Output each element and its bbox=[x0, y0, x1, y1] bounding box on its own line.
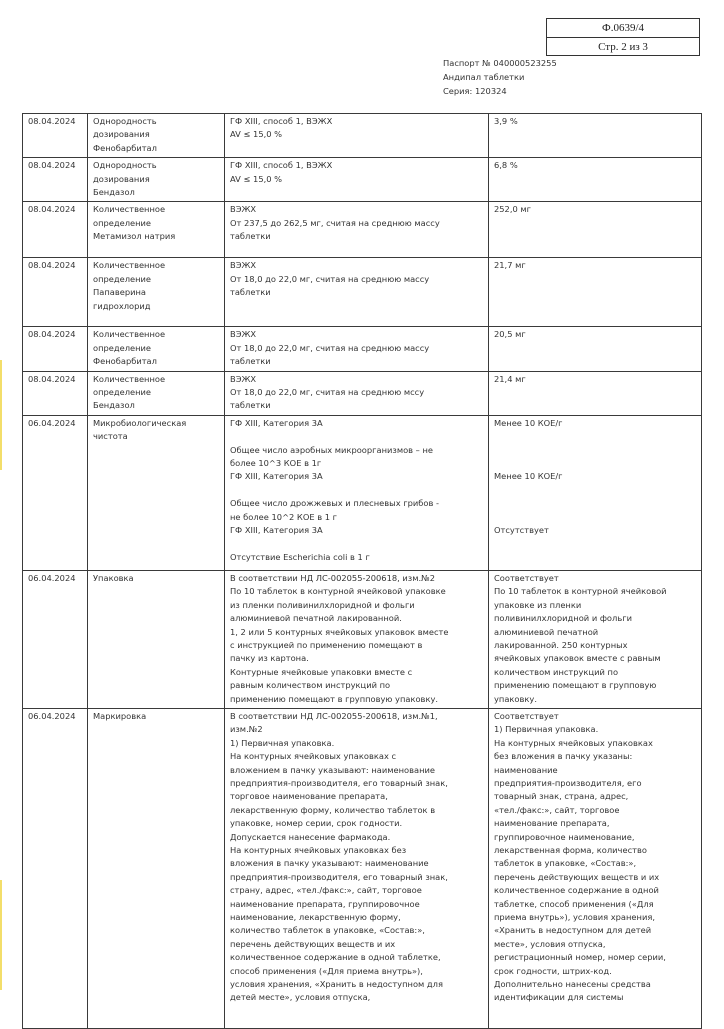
requirement-cell-line: В соответствии НД ЛС-002055-200618, изм.№2 bbox=[230, 572, 436, 583]
requirement-cell-line: количество таблеток в упаковке, «Состав:», bbox=[230, 925, 425, 936]
result-cell-line: группировочное наименование, bbox=[494, 831, 635, 842]
requirement-cell bbox=[225, 371, 489, 415]
indicator-cell-line: Бендазол bbox=[93, 187, 135, 198]
table-row bbox=[23, 415, 702, 570]
requirement-cell-line: не более 10^2 КОЕ в 1 г bbox=[230, 511, 338, 522]
requirement-cell-line: упаковке, номер серии, срок годности. bbox=[230, 818, 403, 829]
requirement-cell-line bbox=[230, 484, 483, 497]
requirement-cell-line bbox=[230, 430, 483, 443]
date-cell: 06.04.2024 bbox=[23, 708, 88, 1028]
requirement-cell-line: применению помещают в групповую упаковку. bbox=[230, 693, 438, 704]
indicator-cell-line: Фенобарбитал bbox=[93, 142, 157, 153]
result-cell-line: применению помещают в групповую bbox=[494, 680, 657, 691]
result-cell-line bbox=[494, 444, 696, 457]
requirement-cell-line bbox=[230, 538, 483, 551]
indicator-cell-line: дозирования bbox=[93, 129, 150, 140]
date-cell: 08.04.2024 bbox=[23, 327, 88, 371]
indicator-cell bbox=[88, 570, 225, 708]
table-row bbox=[23, 371, 702, 415]
indicator-cell-line: Количественное bbox=[93, 373, 166, 384]
indicator-cell-line: Количественное bbox=[93, 329, 166, 340]
requirement-cell bbox=[225, 158, 489, 202]
result-cell bbox=[489, 258, 702, 327]
requirement-cell-line: таблетки bbox=[230, 400, 271, 411]
date-cell: 08.04.2024 bbox=[23, 202, 88, 258]
result-cell-line: приема внутрь»), условия хранения, bbox=[494, 912, 655, 923]
requirement-cell-line: изм.№2 bbox=[230, 724, 263, 735]
requirement-cell-line: из пленки поливинилхлоридной и фольги bbox=[230, 599, 415, 610]
table-body bbox=[23, 114, 702, 1029]
result-cell-line bbox=[494, 457, 696, 470]
result-cell-line: товарный знак, страна, адрес, bbox=[494, 791, 629, 802]
table-row bbox=[23, 158, 702, 202]
requirement-cell-line: страну, адрес, «тел./факс:», сайт, торговое bbox=[230, 885, 422, 896]
requirement-cell-line: ГФ XIII, Категория 3А bbox=[230, 525, 323, 536]
result-cell-line: наименование препарата, bbox=[494, 818, 610, 829]
result-cell-line: поливинилхлоридной и фольги bbox=[494, 613, 632, 624]
requirement-cell-line: количественное содержание в одной таблетке, bbox=[230, 952, 441, 963]
result-cell-line: таблетке, способ применения («Для bbox=[494, 898, 654, 909]
requirement-cell-line: Отсутствие Escherichia coli в 1 г bbox=[230, 551, 370, 562]
requirement-cell-line: ВЭЖХ bbox=[230, 329, 257, 340]
result-cell-line: 1) Первичная упаковка. bbox=[494, 724, 599, 735]
result-cell-line: срок годности, штрих-код. bbox=[494, 965, 612, 976]
date-cell: 08.04.2024 bbox=[23, 158, 88, 202]
requirement-cell-line: ГФ XIII, Категория 3А bbox=[230, 471, 323, 482]
requirement-cell-line: ВЭЖХ bbox=[230, 204, 257, 215]
result-cell-line: предприятия-производителя, его bbox=[494, 777, 642, 788]
indicator-cell-line: Однородность bbox=[93, 160, 157, 171]
result-cell-line: без вложения в пачку указаны: bbox=[494, 751, 633, 762]
requirement-cell-line: 1) Первичная упаковка. bbox=[230, 737, 335, 748]
result-cell-line: алюминиевой печатной bbox=[494, 626, 599, 637]
table-row bbox=[23, 202, 702, 258]
requirement-cell-line: 1, 2 или 5 контурных ячейковых упаковок вместе bbox=[230, 626, 449, 637]
requirement-cell-line: таблетки bbox=[230, 287, 271, 298]
indicator-cell bbox=[88, 327, 225, 371]
result-cell-line: 3,9 % bbox=[494, 116, 518, 126]
requirement-cell-line: алюминиевой печатной лакированной. bbox=[230, 613, 402, 624]
result-cell-line bbox=[494, 511, 696, 524]
requirement-cell-line: Контурные ячейковые упаковки вместе с bbox=[230, 666, 413, 677]
requirement-cell-line: таблетки bbox=[230, 231, 271, 242]
requirement-cell bbox=[225, 202, 489, 258]
requirement-cell-line: равным количеством инструкций по bbox=[230, 680, 391, 691]
requirement-cell-line: Общее число дрожжевых и плесневых грибов - bbox=[230, 498, 439, 509]
requirement-cell-line: ГФ XIII, способ 1, ВЭЖХ bbox=[230, 160, 333, 171]
result-cell-line: лакированной. 250 контурных bbox=[494, 639, 628, 650]
form-number-box bbox=[546, 18, 700, 56]
requirement-cell-line: От 18,0 до 22,0 мг, считая на среднюю массу bbox=[230, 273, 430, 284]
requirement-cell-line: AV ≤ 15,0 % bbox=[230, 173, 283, 184]
requirement-cell-line: пачку из картона. bbox=[230, 653, 309, 664]
result-cell-line: «тел./факс:», сайт, торговое bbox=[494, 804, 620, 815]
series-number: Серия: 120324 bbox=[443, 86, 507, 96]
requirement-cell-line: Допускается нанесение фармакода. bbox=[230, 831, 391, 842]
result-cell-line: На контурных ячейковых упаковках bbox=[494, 737, 653, 748]
result-cell-line: 20,5 мг bbox=[494, 329, 526, 340]
result-cell-line: упаковку. bbox=[494, 693, 537, 704]
requirement-cell bbox=[225, 708, 489, 1028]
requirement-cell-line: Общее число аэробных микроорганизмов – не bbox=[230, 444, 433, 455]
requirement-cell-line: более 10^3 КОЕ в 1г bbox=[230, 458, 322, 469]
indicator-cell-line: Папаверина bbox=[93, 287, 146, 298]
test-results-table bbox=[22, 113, 702, 1029]
table-row bbox=[23, 114, 702, 158]
requirement-cell-line: с инструкцией по применению помещают в bbox=[230, 639, 423, 650]
result-cell-line bbox=[494, 430, 696, 443]
product-name: Андипал таблетки bbox=[443, 72, 525, 82]
result-cell bbox=[489, 708, 702, 1028]
requirement-cell bbox=[225, 114, 489, 158]
result-cell-line: Соответствует bbox=[494, 572, 559, 583]
result-cell-line: количеством инструкций по bbox=[494, 666, 619, 677]
indicator-cell bbox=[88, 158, 225, 202]
indicator-cell bbox=[88, 371, 225, 415]
result-cell-line bbox=[494, 497, 696, 510]
requirement-cell-line: таблетки bbox=[230, 356, 271, 367]
indicator-cell-line: дозирования bbox=[93, 173, 150, 184]
requirement-cell-line: ВЭЖХ bbox=[230, 373, 257, 384]
result-cell-line: Отсутствует bbox=[494, 525, 549, 536]
result-cell-line: количественное содержание в одной bbox=[494, 885, 659, 896]
indicator-cell-line: определение bbox=[93, 217, 152, 228]
result-cell-line: месте», условия отпуска, bbox=[494, 938, 606, 949]
requirement-cell-line: По 10 таблеток в контурной ячейковой упаковке bbox=[230, 586, 446, 597]
requirement-cell-line: ГФ XIII, способ 1, ВЭЖХ bbox=[230, 116, 333, 126]
result-cell bbox=[489, 371, 702, 415]
indicator-cell-line: Микробиологическая bbox=[93, 417, 187, 428]
requirement-cell-line: наименование, лекарственную форму, bbox=[230, 912, 401, 923]
indicator-cell bbox=[88, 258, 225, 327]
date-cell: 06.04.2024 bbox=[23, 570, 88, 708]
requirement-cell bbox=[225, 415, 489, 570]
table-row bbox=[23, 570, 702, 708]
indicator-cell-line: Упаковка bbox=[93, 572, 134, 583]
indicator-cell-line: определение bbox=[93, 387, 152, 398]
requirement-cell-line: AV ≤ 15,0 % bbox=[230, 129, 283, 140]
result-cell-line: Дополнительно нанесены средства bbox=[494, 979, 651, 990]
scan-edge-mark bbox=[0, 360, 2, 470]
requirement-cell-line: способ применения («Для приема внутрь»), bbox=[230, 965, 423, 976]
requirement-cell-line: лекарственную форму, количество таблеток в bbox=[230, 804, 436, 815]
indicator-cell-line: Количественное bbox=[93, 204, 166, 215]
result-cell-line: упаковке из пленки bbox=[494, 599, 582, 610]
form-number: Ф.0639/4 bbox=[602, 22, 644, 34]
result-cell bbox=[489, 327, 702, 371]
table-row bbox=[23, 258, 702, 327]
date-cell: 08.04.2024 bbox=[23, 114, 88, 158]
date-cell: 06.04.2024 bbox=[23, 415, 88, 570]
result-cell bbox=[489, 202, 702, 258]
requirement-cell-line: ГФ XIII, Категория 3А bbox=[230, 417, 323, 428]
indicator-cell bbox=[88, 415, 225, 570]
table-row bbox=[23, 708, 702, 1028]
result-cell-line: По 10 таблеток в контурной ячейковой bbox=[494, 586, 667, 597]
requirement-cell-line: вложением в пачку указывают: наименование bbox=[230, 764, 436, 775]
result-cell-line: перечень действующих веществ и их bbox=[494, 871, 660, 882]
requirement-cell bbox=[225, 258, 489, 327]
result-cell bbox=[489, 570, 702, 708]
indicator-cell bbox=[88, 708, 225, 1028]
requirement-cell-line: вложения в пачку указывают: наименование bbox=[230, 858, 429, 869]
requirement-cell bbox=[225, 570, 489, 708]
result-cell bbox=[489, 415, 702, 570]
date-cell: 08.04.2024 bbox=[23, 371, 88, 415]
indicator-cell-line: Бендазол bbox=[93, 400, 135, 411]
result-cell bbox=[489, 114, 702, 158]
indicator-cell bbox=[88, 114, 225, 158]
indicator-cell-line: Однородность bbox=[93, 116, 157, 126]
result-cell-line: 6,8 % bbox=[494, 160, 518, 171]
result-cell-line: ячейковых упаковок вместе с равным bbox=[494, 653, 661, 664]
page-indicator: Стр. 2 из 3 bbox=[547, 37, 699, 56]
requirement-cell-line: условия хранения, «Хранить в недоступном для bbox=[230, 979, 443, 990]
result-cell-line bbox=[494, 484, 696, 497]
requirement-cell-line: наименование препарата, группировочное bbox=[230, 898, 420, 909]
requirement-cell-line: От 18,0 до 22,0 мг, считая на среднюю массу bbox=[230, 342, 430, 353]
requirement-cell bbox=[225, 327, 489, 371]
result-cell-line: лекарственная форма, количество bbox=[494, 845, 647, 855]
date-cell: 08.04.2024 bbox=[23, 258, 88, 327]
result-cell-line: 252,0 мг bbox=[494, 204, 532, 215]
requirement-cell-line: ВЭЖХ bbox=[230, 260, 257, 271]
indicator-cell-line: определение bbox=[93, 342, 152, 353]
requirement-cell-line: предприятия-производителя, его товарный знак, bbox=[230, 871, 448, 882]
result-cell-line: 21,4 мг bbox=[494, 373, 526, 384]
result-cell-line: Соответствует bbox=[494, 710, 559, 721]
indicator-cell bbox=[88, 202, 225, 258]
requirement-cell-line: перечень действующих веществ и их bbox=[230, 938, 396, 949]
requirement-cell-line: От 18,0 до 22,0 мг, считая на среднюю мссу bbox=[230, 387, 425, 398]
result-cell-line: Менее 10 КОЕ/г bbox=[494, 417, 563, 428]
requirement-cell-line: В соответствии НД ЛС-002055-200618, изм.№1, bbox=[230, 710, 438, 721]
requirement-cell-line: На контурных ячейковых упаковках без bbox=[230, 845, 407, 855]
passport-number: Паспорт № 040000523255 bbox=[443, 58, 557, 68]
requirement-cell-line: предприятия-производителя, его товарный знак, bbox=[230, 777, 448, 788]
requirement-cell-line: На контурных ячейковых упаковках с bbox=[230, 751, 397, 762]
requirement-cell-line: От 237,5 до 262,5 мг, считая на среднюю массу bbox=[230, 217, 440, 228]
result-cell-line: Менее 10 КОЕ/г bbox=[494, 471, 563, 482]
passport-block bbox=[443, 56, 557, 98]
scan-edge-mark bbox=[0, 880, 2, 990]
indicator-cell-line: чистота bbox=[93, 431, 128, 442]
indicator-cell-line: Метамизол натрия bbox=[93, 231, 176, 242]
requirement-cell-line: торговое наименование препарата, bbox=[230, 791, 388, 802]
table-row bbox=[23, 327, 702, 371]
requirement-cell-line: детей месте», условия отпуска, bbox=[230, 992, 371, 1003]
indicator-cell-line: Количественное bbox=[93, 260, 166, 271]
result-cell-line: таблеток в упаковке, «Состав:», bbox=[494, 858, 637, 869]
result-cell bbox=[489, 158, 702, 202]
indicator-cell-line: Маркировка bbox=[93, 710, 147, 721]
result-cell-line: идентификации для системы bbox=[494, 992, 624, 1003]
result-cell-line: «Хранить в недоступном для детей bbox=[494, 925, 652, 936]
result-cell-line: наименование bbox=[494, 764, 558, 775]
indicator-cell-line: Фенобарбитал bbox=[93, 356, 157, 367]
result-cell-line: регистрационный номер, номер серии, bbox=[494, 952, 666, 963]
result-cell-line: 21,7 мг bbox=[494, 260, 526, 271]
indicator-cell-line: определение bbox=[93, 273, 152, 284]
indicator-cell-line: гидрохлорид bbox=[93, 300, 151, 311]
